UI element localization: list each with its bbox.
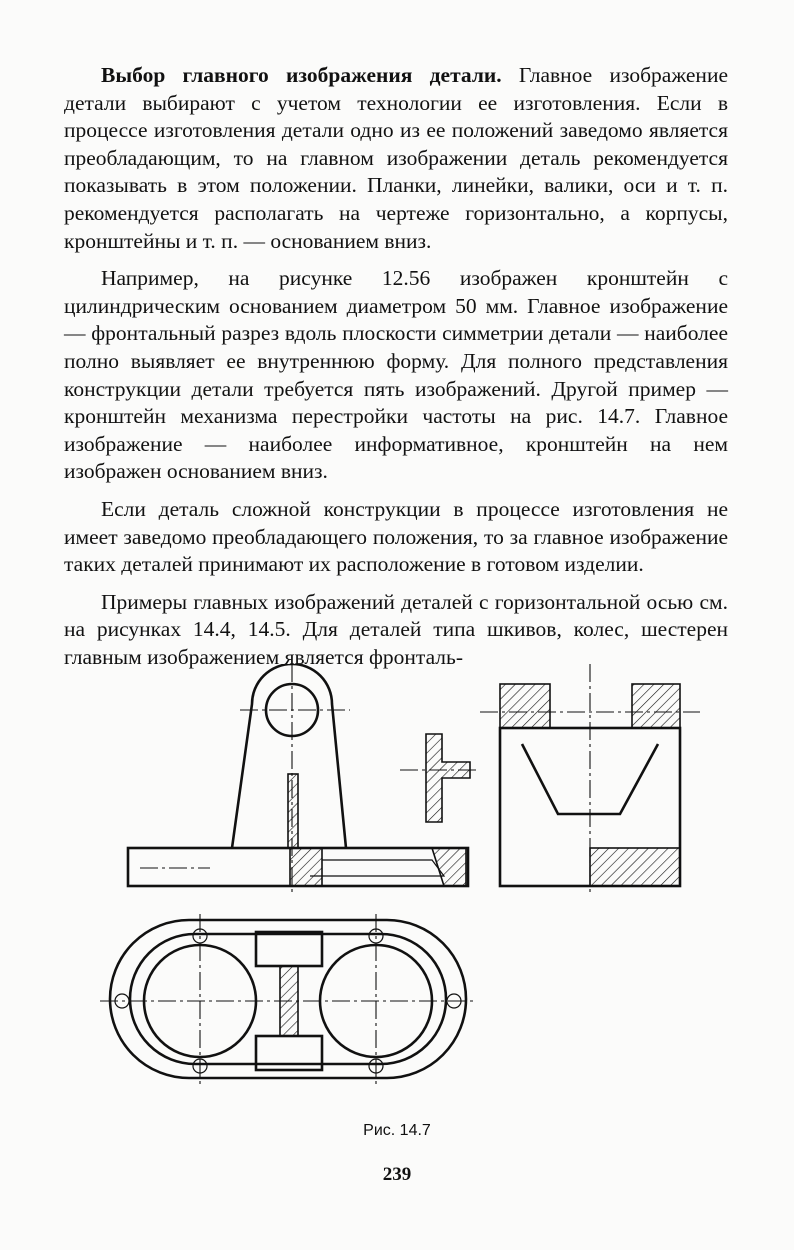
technical-drawing-figure bbox=[60, 664, 740, 1084]
paragraph-heading: Выбор главного изображения детали. bbox=[101, 63, 502, 87]
paragraph-text: Например, на рисунке 12.56 изображен кронштейн с цилиндрическим основанием диаметром 50 мм. Главное изображение — фронтальный разрез вдоль плоскости симметрии детали — наиболее полно выявляет ее внутреннюю форму. Для полного представления конструкции детали требуется пять изображений. Другой пример — кронштейн механизма перестройки частоты на рис. 14.7. Главное изображение — наиболее информативное, кронштейн на нем изображен основанием вниз. bbox=[64, 266, 728, 484]
side-view bbox=[480, 664, 700, 896]
upright-section bbox=[288, 774, 298, 848]
body-text bbox=[64, 62, 728, 681]
paragraph-2 bbox=[64, 265, 728, 486]
front-view bbox=[128, 664, 468, 894]
lug-right bbox=[632, 684, 680, 728]
paragraph-text: Главное изображение детали выбирают с учетом технологии ее изготовления. Если в процессе изготовления детали одно из ее положений заведомо является преобладающим, то на главном изображении деталь рекомендуется показывать в этом положении. Планки, линейки, валики, оси и т. п. рекомендуется располагать на чертеже горизонтально, а корпусы, кронштейны и т. п. — основанием вниз. bbox=[64, 63, 728, 253]
base-section-left bbox=[290, 848, 322, 886]
t-profile bbox=[426, 734, 470, 822]
paragraph-text: Если деталь сложной конструкции в процессе изготовления не имеет заведомо преобладающего положения, то за главное изображение таких деталей принимают их расположение в готовом изделии. bbox=[64, 496, 728, 577]
top-view bbox=[100, 914, 476, 1084]
figure-caption: Рис. 14.7 bbox=[363, 1122, 431, 1139]
paragraph-1 bbox=[64, 62, 728, 255]
lug-left bbox=[500, 684, 550, 728]
paragraph-text: Примеры главных изображений деталей с горизонтальной осью см. на рисунках 14.4, 14.5. Для деталей типа шкивов, колес, шестерен главным изображением является фронталь- bbox=[64, 589, 728, 669]
paragraph-4 bbox=[64, 589, 728, 672]
rib-top bbox=[256, 932, 322, 966]
paragraph-3 bbox=[64, 496, 728, 579]
base-recess bbox=[310, 860, 444, 876]
t-section bbox=[400, 734, 480, 822]
page-number: 239 bbox=[382, 1164, 412, 1185]
side-base-section bbox=[590, 848, 680, 886]
